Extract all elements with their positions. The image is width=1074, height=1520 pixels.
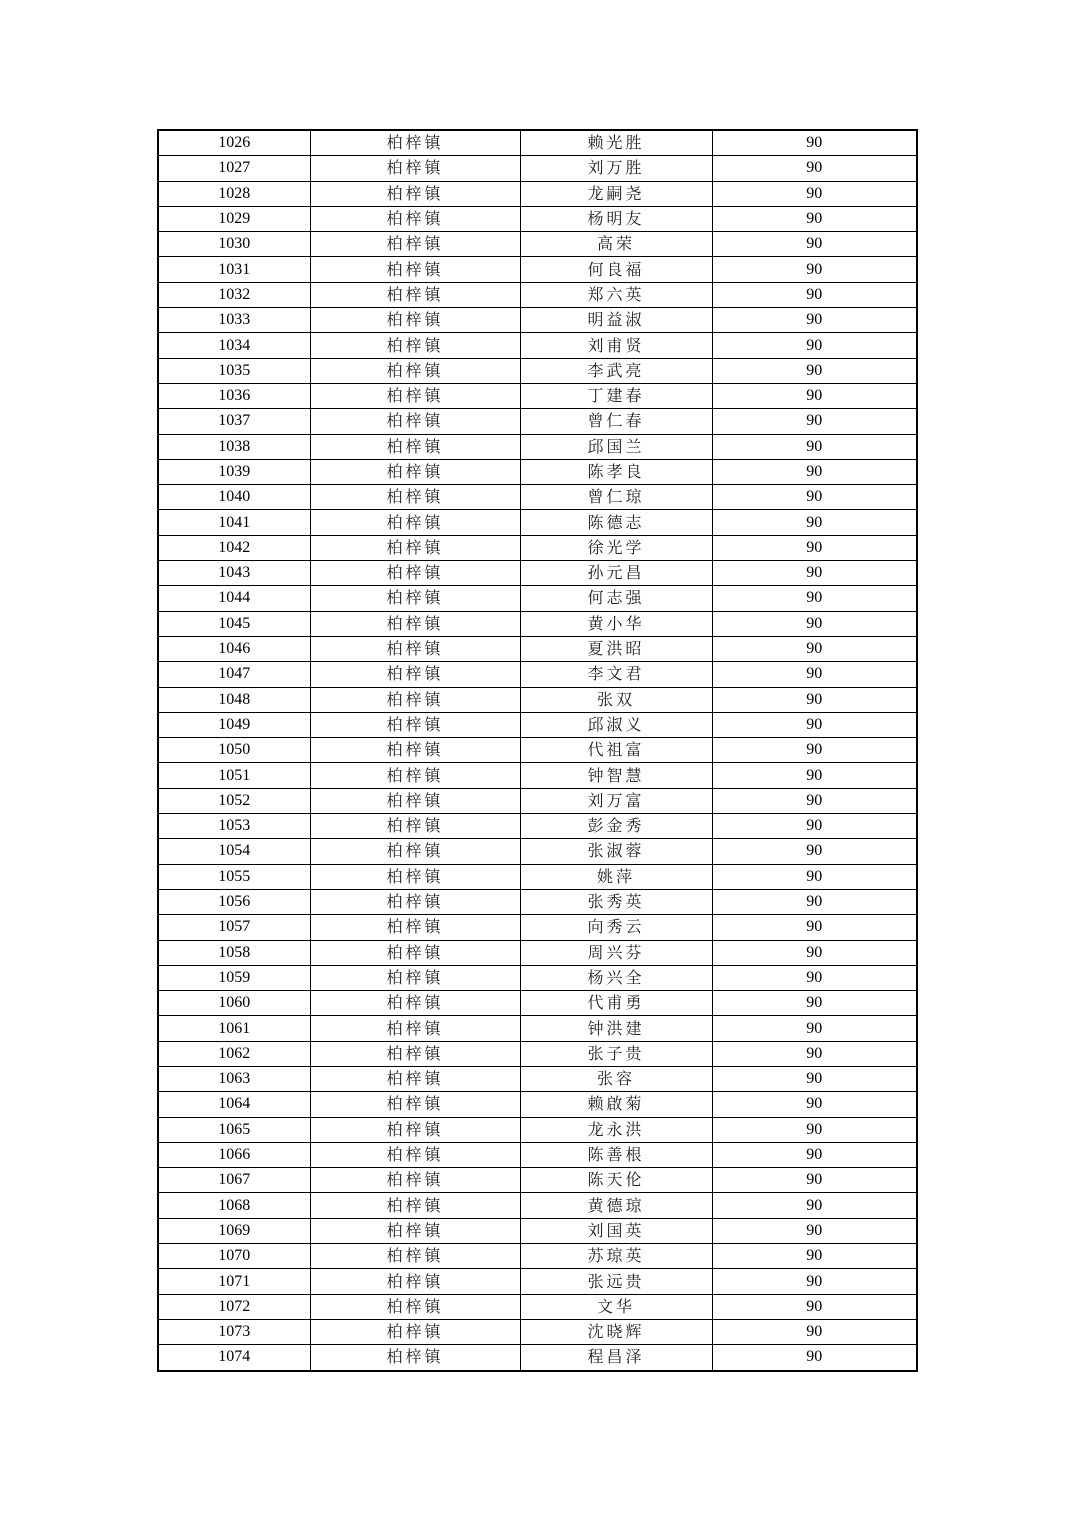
town-cell: 柏梓镇 bbox=[310, 130, 520, 156]
town-cell: 柏梓镇 bbox=[310, 965, 520, 990]
row-number-cell: 1063 bbox=[158, 1066, 310, 1091]
table-row bbox=[158, 763, 917, 788]
row-number-cell: 1051 bbox=[158, 763, 310, 788]
score-cell: 90 bbox=[712, 1016, 917, 1041]
row-number-cell: 1043 bbox=[158, 561, 310, 586]
row-number-cell: 1039 bbox=[158, 459, 310, 484]
table-row bbox=[158, 1244, 917, 1269]
town-cell: 柏梓镇 bbox=[310, 1345, 520, 1371]
table-row bbox=[158, 1269, 917, 1294]
person-name-cell: 曾仁春 bbox=[520, 409, 712, 434]
town-cell: 柏梓镇 bbox=[310, 788, 520, 813]
person-name-cell: 陈天伦 bbox=[520, 1168, 712, 1193]
score-cell: 90 bbox=[712, 788, 917, 813]
table-row bbox=[158, 636, 917, 661]
town-cell: 柏梓镇 bbox=[310, 409, 520, 434]
person-name-cell: 张容 bbox=[520, 1066, 712, 1091]
score-cell: 90 bbox=[712, 1142, 917, 1167]
person-name-cell: 杨兴全 bbox=[520, 965, 712, 990]
row-number-cell: 1067 bbox=[158, 1168, 310, 1193]
person-name-cell: 张远贵 bbox=[520, 1269, 712, 1294]
town-cell: 柏梓镇 bbox=[310, 662, 520, 687]
score-cell: 90 bbox=[712, 763, 917, 788]
score-cell: 90 bbox=[712, 965, 917, 990]
row-number-cell: 1034 bbox=[158, 333, 310, 358]
table-row bbox=[158, 206, 917, 231]
roster-table bbox=[157, 129, 918, 1372]
person-name-cell: 钟洪建 bbox=[520, 1016, 712, 1041]
row-number-cell: 1037 bbox=[158, 409, 310, 434]
town-cell: 柏梓镇 bbox=[310, 687, 520, 712]
person-name-cell: 龙永洪 bbox=[520, 1117, 712, 1142]
score-cell: 90 bbox=[712, 611, 917, 636]
score-cell: 90 bbox=[712, 333, 917, 358]
table-row bbox=[158, 611, 917, 636]
town-cell: 柏梓镇 bbox=[310, 1319, 520, 1344]
person-name-cell: 何良福 bbox=[520, 257, 712, 282]
person-name-cell: 刘甫贤 bbox=[520, 333, 712, 358]
row-number-cell: 1052 bbox=[158, 788, 310, 813]
town-cell: 柏梓镇 bbox=[310, 1193, 520, 1218]
town-cell: 柏梓镇 bbox=[310, 510, 520, 535]
town-cell: 柏梓镇 bbox=[310, 738, 520, 763]
table-row bbox=[158, 1092, 917, 1117]
town-cell: 柏梓镇 bbox=[310, 333, 520, 358]
table-row bbox=[158, 1294, 917, 1319]
table-row bbox=[158, 459, 917, 484]
score-cell: 90 bbox=[712, 1244, 917, 1269]
score-cell: 90 bbox=[712, 1319, 917, 1344]
person-name-cell: 何志强 bbox=[520, 586, 712, 611]
score-cell: 90 bbox=[712, 434, 917, 459]
table-row bbox=[158, 940, 917, 965]
row-number-cell: 1060 bbox=[158, 991, 310, 1016]
town-cell: 柏梓镇 bbox=[310, 1269, 520, 1294]
person-name-cell: 姚萍 bbox=[520, 864, 712, 889]
score-cell: 90 bbox=[712, 687, 917, 712]
town-cell: 柏梓镇 bbox=[310, 763, 520, 788]
row-number-cell: 1054 bbox=[158, 839, 310, 864]
person-name-cell: 陈德志 bbox=[520, 510, 712, 535]
town-cell: 柏梓镇 bbox=[310, 940, 520, 965]
table-row bbox=[158, 308, 917, 333]
score-cell: 90 bbox=[712, 712, 917, 737]
table-row bbox=[158, 1041, 917, 1066]
score-cell: 90 bbox=[712, 991, 917, 1016]
table-row bbox=[158, 510, 917, 535]
score-cell: 90 bbox=[712, 1092, 917, 1117]
town-cell: 柏梓镇 bbox=[310, 889, 520, 914]
town-cell: 柏梓镇 bbox=[310, 1142, 520, 1167]
town-cell: 柏梓镇 bbox=[310, 181, 520, 206]
town-cell: 柏梓镇 bbox=[310, 561, 520, 586]
table-row bbox=[158, 864, 917, 889]
person-name-cell: 苏琼英 bbox=[520, 1244, 712, 1269]
row-number-cell: 1027 bbox=[158, 156, 310, 181]
score-cell: 90 bbox=[712, 459, 917, 484]
town-cell: 柏梓镇 bbox=[310, 1294, 520, 1319]
town-cell: 柏梓镇 bbox=[310, 535, 520, 560]
row-number-cell: 1045 bbox=[158, 611, 310, 636]
town-cell: 柏梓镇 bbox=[310, 485, 520, 510]
score-cell: 90 bbox=[712, 1117, 917, 1142]
score-cell: 90 bbox=[712, 282, 917, 307]
score-cell: 90 bbox=[712, 839, 917, 864]
table-row bbox=[158, 1193, 917, 1218]
town-cell: 柏梓镇 bbox=[310, 459, 520, 484]
town-cell: 柏梓镇 bbox=[310, 991, 520, 1016]
score-cell: 90 bbox=[712, 1269, 917, 1294]
person-name-cell: 刘国英 bbox=[520, 1218, 712, 1243]
person-name-cell: 周兴芬 bbox=[520, 940, 712, 965]
table-row bbox=[158, 1218, 917, 1243]
town-cell: 柏梓镇 bbox=[310, 636, 520, 661]
town-cell: 柏梓镇 bbox=[310, 1218, 520, 1243]
town-cell: 柏梓镇 bbox=[310, 839, 520, 864]
row-number-cell: 1061 bbox=[158, 1016, 310, 1041]
table-row bbox=[158, 333, 917, 358]
town-cell: 柏梓镇 bbox=[310, 611, 520, 636]
row-number-cell: 1044 bbox=[158, 586, 310, 611]
row-number-cell: 1032 bbox=[158, 282, 310, 307]
table-row bbox=[158, 409, 917, 434]
person-name-cell: 钟智慧 bbox=[520, 763, 712, 788]
score-cell: 90 bbox=[712, 1168, 917, 1193]
score-cell: 90 bbox=[712, 535, 917, 560]
table-row bbox=[158, 181, 917, 206]
table-row bbox=[158, 687, 917, 712]
score-cell: 90 bbox=[712, 1066, 917, 1091]
score-cell: 90 bbox=[712, 485, 917, 510]
table-row bbox=[158, 814, 917, 839]
row-number-cell: 1062 bbox=[158, 1041, 310, 1066]
score-cell: 90 bbox=[712, 1218, 917, 1243]
table-row bbox=[158, 788, 917, 813]
table-row bbox=[158, 1016, 917, 1041]
row-number-cell: 1048 bbox=[158, 687, 310, 712]
person-name-cell: 明益淑 bbox=[520, 308, 712, 333]
table-row bbox=[158, 1168, 917, 1193]
row-number-cell: 1029 bbox=[158, 206, 310, 231]
person-name-cell: 李文君 bbox=[520, 662, 712, 687]
score-cell: 90 bbox=[712, 586, 917, 611]
row-number-cell: 1030 bbox=[158, 232, 310, 257]
table-row bbox=[158, 1345, 917, 1371]
table-row bbox=[158, 586, 917, 611]
row-number-cell: 1053 bbox=[158, 814, 310, 839]
score-cell: 90 bbox=[712, 940, 917, 965]
person-name-cell: 陈孝良 bbox=[520, 459, 712, 484]
score-cell: 90 bbox=[712, 889, 917, 914]
row-number-cell: 1041 bbox=[158, 510, 310, 535]
town-cell: 柏梓镇 bbox=[310, 712, 520, 737]
score-cell: 90 bbox=[712, 510, 917, 535]
town-cell: 柏梓镇 bbox=[310, 358, 520, 383]
row-number-cell: 1066 bbox=[158, 1142, 310, 1167]
town-cell: 柏梓镇 bbox=[310, 383, 520, 408]
row-number-cell: 1038 bbox=[158, 434, 310, 459]
score-cell: 90 bbox=[712, 864, 917, 889]
table-row bbox=[158, 232, 917, 257]
town-cell: 柏梓镇 bbox=[310, 1168, 520, 1193]
row-number-cell: 1071 bbox=[158, 1269, 310, 1294]
row-number-cell: 1074 bbox=[158, 1345, 310, 1371]
person-name-cell: 沈晓辉 bbox=[520, 1319, 712, 1344]
row-number-cell: 1072 bbox=[158, 1294, 310, 1319]
table-row bbox=[158, 965, 917, 990]
table-row bbox=[158, 1319, 917, 1344]
table-row bbox=[158, 991, 917, 1016]
row-number-cell: 1042 bbox=[158, 535, 310, 560]
table-row bbox=[158, 738, 917, 763]
town-cell: 柏梓镇 bbox=[310, 1092, 520, 1117]
row-number-cell: 1028 bbox=[158, 181, 310, 206]
row-number-cell: 1059 bbox=[158, 965, 310, 990]
row-number-cell: 1069 bbox=[158, 1218, 310, 1243]
town-cell: 柏梓镇 bbox=[310, 1041, 520, 1066]
table-row bbox=[158, 257, 917, 282]
row-number-cell: 1056 bbox=[158, 889, 310, 914]
score-cell: 90 bbox=[712, 308, 917, 333]
row-number-cell: 1050 bbox=[158, 738, 310, 763]
person-name-cell: 郑六英 bbox=[520, 282, 712, 307]
table-row bbox=[158, 889, 917, 914]
score-cell: 90 bbox=[712, 1041, 917, 1066]
town-cell: 柏梓镇 bbox=[310, 257, 520, 282]
person-name-cell: 刘万胜 bbox=[520, 156, 712, 181]
person-name-cell: 李武亮 bbox=[520, 358, 712, 383]
town-cell: 柏梓镇 bbox=[310, 1244, 520, 1269]
table-row bbox=[158, 1142, 917, 1167]
person-name-cell: 刘万富 bbox=[520, 788, 712, 813]
score-cell: 90 bbox=[712, 257, 917, 282]
score-cell: 90 bbox=[712, 232, 917, 257]
row-number-cell: 1046 bbox=[158, 636, 310, 661]
town-cell: 柏梓镇 bbox=[310, 864, 520, 889]
table-row bbox=[158, 915, 917, 940]
person-name-cell: 杨明友 bbox=[520, 206, 712, 231]
person-name-cell: 张子贵 bbox=[520, 1041, 712, 1066]
row-number-cell: 1026 bbox=[158, 130, 310, 156]
person-name-cell: 夏洪昭 bbox=[520, 636, 712, 661]
score-cell: 90 bbox=[712, 1294, 917, 1319]
row-number-cell: 1064 bbox=[158, 1092, 310, 1117]
table-row bbox=[158, 282, 917, 307]
person-name-cell: 徐光学 bbox=[520, 535, 712, 560]
person-name-cell: 邱国兰 bbox=[520, 434, 712, 459]
table-row bbox=[158, 156, 917, 181]
table-row bbox=[158, 130, 917, 156]
table-row bbox=[158, 712, 917, 737]
row-number-cell: 1070 bbox=[158, 1244, 310, 1269]
score-cell: 90 bbox=[712, 181, 917, 206]
score-cell: 90 bbox=[712, 636, 917, 661]
person-name-cell: 代祖富 bbox=[520, 738, 712, 763]
table-row bbox=[158, 662, 917, 687]
person-name-cell: 彭金秀 bbox=[520, 814, 712, 839]
score-cell: 90 bbox=[712, 383, 917, 408]
table-row bbox=[158, 358, 917, 383]
person-name-cell: 邱淑义 bbox=[520, 712, 712, 737]
town-cell: 柏梓镇 bbox=[310, 1066, 520, 1091]
row-number-cell: 1073 bbox=[158, 1319, 310, 1344]
score-cell: 90 bbox=[712, 409, 917, 434]
score-cell: 90 bbox=[712, 1345, 917, 1371]
table-row bbox=[158, 1066, 917, 1091]
score-cell: 90 bbox=[712, 130, 917, 156]
row-number-cell: 1068 bbox=[158, 1193, 310, 1218]
person-name-cell: 文华 bbox=[520, 1294, 712, 1319]
town-cell: 柏梓镇 bbox=[310, 586, 520, 611]
score-cell: 90 bbox=[712, 358, 917, 383]
town-cell: 柏梓镇 bbox=[310, 434, 520, 459]
row-number-cell: 1033 bbox=[158, 308, 310, 333]
score-cell: 90 bbox=[712, 738, 917, 763]
town-cell: 柏梓镇 bbox=[310, 1016, 520, 1041]
score-cell: 90 bbox=[712, 206, 917, 231]
table-row bbox=[158, 839, 917, 864]
row-number-cell: 1031 bbox=[158, 257, 310, 282]
town-cell: 柏梓镇 bbox=[310, 156, 520, 181]
row-number-cell: 1049 bbox=[158, 712, 310, 737]
score-cell: 90 bbox=[712, 662, 917, 687]
row-number-cell: 1058 bbox=[158, 940, 310, 965]
score-cell: 90 bbox=[712, 156, 917, 181]
person-name-cell: 张双 bbox=[520, 687, 712, 712]
town-cell: 柏梓镇 bbox=[310, 814, 520, 839]
table-row bbox=[158, 434, 917, 459]
town-cell: 柏梓镇 bbox=[310, 308, 520, 333]
score-cell: 90 bbox=[712, 561, 917, 586]
person-name-cell: 黄小华 bbox=[520, 611, 712, 636]
table-row bbox=[158, 535, 917, 560]
row-number-cell: 1065 bbox=[158, 1117, 310, 1142]
row-number-cell: 1040 bbox=[158, 485, 310, 510]
row-number-cell: 1055 bbox=[158, 864, 310, 889]
row-number-cell: 1035 bbox=[158, 358, 310, 383]
score-cell: 90 bbox=[712, 915, 917, 940]
person-name-cell: 赖光胜 bbox=[520, 130, 712, 156]
town-cell: 柏梓镇 bbox=[310, 1117, 520, 1142]
person-name-cell: 曾仁琼 bbox=[520, 485, 712, 510]
person-name-cell: 向秀云 bbox=[520, 915, 712, 940]
person-name-cell: 陈善根 bbox=[520, 1142, 712, 1167]
person-name-cell: 高荣 bbox=[520, 232, 712, 257]
town-cell: 柏梓镇 bbox=[310, 282, 520, 307]
table-row bbox=[158, 1117, 917, 1142]
row-number-cell: 1057 bbox=[158, 915, 310, 940]
person-name-cell: 程昌泽 bbox=[520, 1345, 712, 1371]
person-name-cell: 孙元昌 bbox=[520, 561, 712, 586]
score-cell: 90 bbox=[712, 1193, 917, 1218]
town-cell: 柏梓镇 bbox=[310, 206, 520, 231]
person-name-cell: 龙嗣尧 bbox=[520, 181, 712, 206]
row-number-cell: 1047 bbox=[158, 662, 310, 687]
person-name-cell: 张秀英 bbox=[520, 889, 712, 914]
table-row bbox=[158, 561, 917, 586]
town-cell: 柏梓镇 bbox=[310, 232, 520, 257]
person-name-cell: 张淑蓉 bbox=[520, 839, 712, 864]
table-row bbox=[158, 383, 917, 408]
person-name-cell: 黄德琼 bbox=[520, 1193, 712, 1218]
person-name-cell: 代甫勇 bbox=[520, 991, 712, 1016]
person-name-cell: 赖啟菊 bbox=[520, 1092, 712, 1117]
score-cell: 90 bbox=[712, 814, 917, 839]
table-row bbox=[158, 485, 917, 510]
person-name-cell: 丁建春 bbox=[520, 383, 712, 408]
row-number-cell: 1036 bbox=[158, 383, 310, 408]
roster-table-body bbox=[158, 130, 917, 1371]
town-cell: 柏梓镇 bbox=[310, 915, 520, 940]
